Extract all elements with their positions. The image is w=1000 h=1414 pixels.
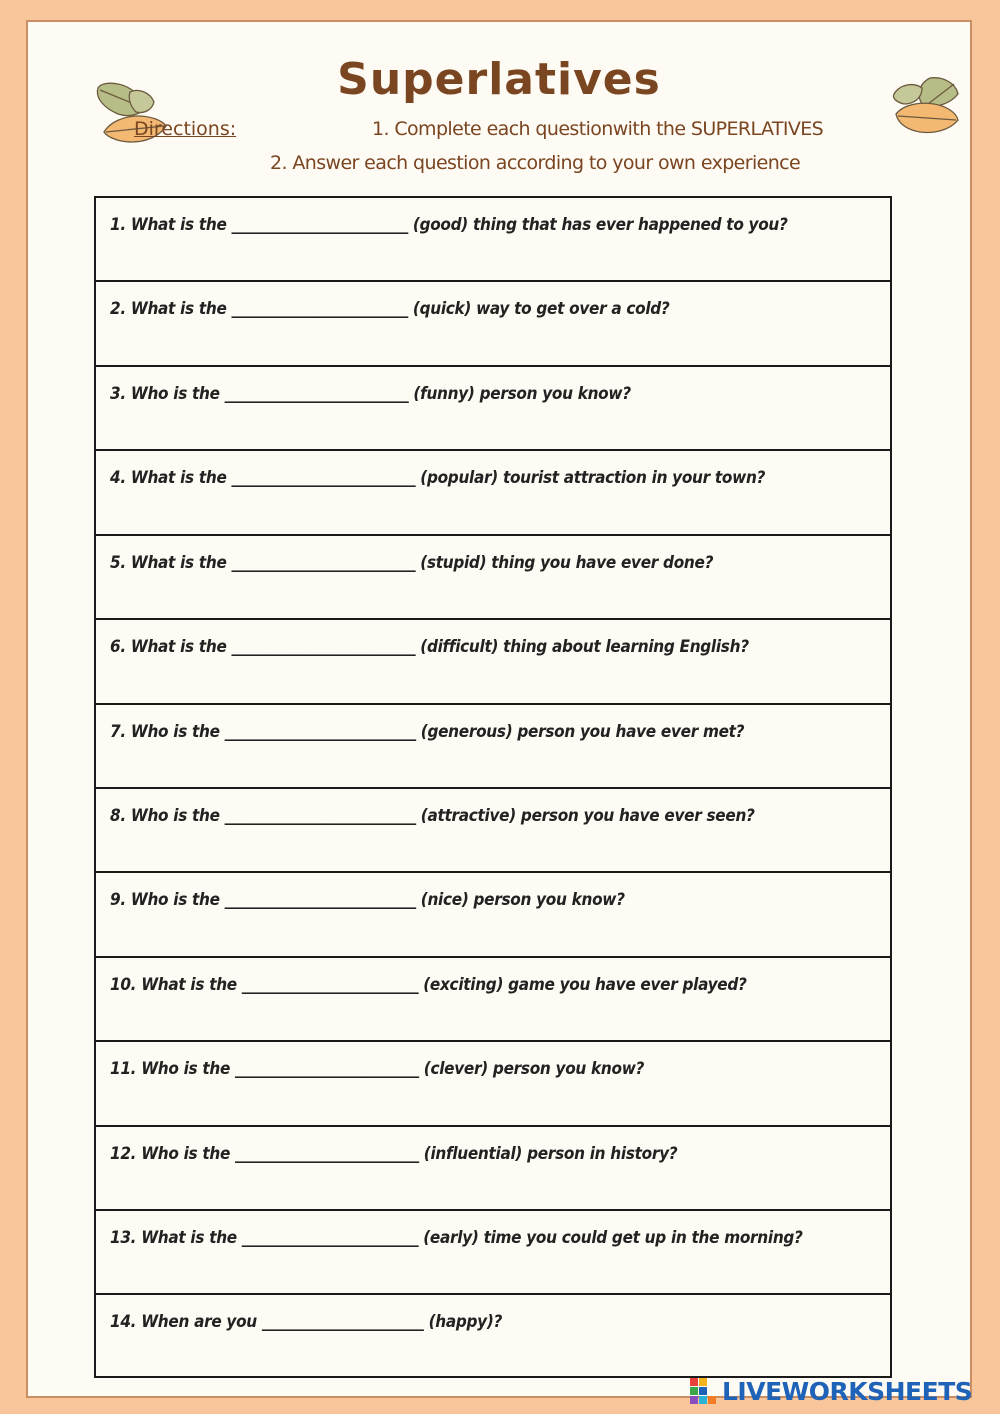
answer-blank[interactable]: ________________________ xyxy=(231,299,408,320)
question-prefix: 10. What is the xyxy=(110,974,237,995)
question-row[interactable] xyxy=(96,198,890,282)
question-row[interactable] xyxy=(96,451,890,535)
question-text xyxy=(110,1228,803,1248)
question-suffix: (difficult) thing about learning English? xyxy=(420,637,749,658)
question-suffix: (attractive) person you have ever seen? xyxy=(420,805,755,826)
liveworksheets-logo[interactable] xyxy=(690,1378,972,1404)
directions-label: Directions: xyxy=(134,118,237,140)
question-suffix: (stupid) thing you have ever done? xyxy=(420,552,714,573)
question-row[interactable] xyxy=(96,282,890,366)
question-suffix: (happy)? xyxy=(428,1312,503,1333)
question-prefix: 4. What is the xyxy=(110,468,227,489)
answer-blank[interactable]: _________________________ xyxy=(231,637,416,658)
question-text xyxy=(110,1312,502,1332)
question-suffix: (early) time you could get up in the morning? xyxy=(423,1228,803,1249)
instruction-2: 2. Answer each question according to your own experience xyxy=(270,152,801,174)
question-suffix: (clever) person you know? xyxy=(423,1059,645,1080)
questions-table xyxy=(94,196,892,1378)
question-text xyxy=(110,806,755,826)
question-prefix: 13. What is the xyxy=(110,1228,237,1249)
question-row[interactable] xyxy=(96,873,890,957)
question-text xyxy=(110,299,670,319)
question-text xyxy=(110,890,625,910)
answer-blank[interactable]: _________________________ xyxy=(231,468,416,489)
question-text xyxy=(110,1059,644,1079)
question-prefix: 1. What is the xyxy=(110,215,227,235)
question-suffix: (generous) person you have ever met? xyxy=(420,721,745,742)
question-row[interactable] xyxy=(96,705,890,789)
answer-blank[interactable]: _________________________ xyxy=(231,552,416,573)
question-prefix: 12. Who is the xyxy=(110,1143,231,1164)
question-prefix: 6. What is the xyxy=(110,637,227,658)
question-prefix: 2. What is the xyxy=(110,299,227,320)
question-prefix: 7. Who is the xyxy=(110,721,220,742)
answer-blank[interactable]: _________________________ xyxy=(235,1143,419,1164)
question-prefix: 5. What is the xyxy=(110,552,227,573)
question-prefix: 9. Who is the xyxy=(110,890,220,911)
question-prefix: 3. Who is the xyxy=(110,383,220,404)
question-suffix: (funny) person you know? xyxy=(413,383,631,404)
question-row[interactable] xyxy=(96,1295,890,1379)
question-row[interactable] xyxy=(96,1042,890,1126)
question-text xyxy=(110,384,631,404)
question-suffix: (nice) person you know? xyxy=(420,890,625,911)
question-suffix: (quick) way to get over a cold? xyxy=(412,299,670,320)
question-suffix: (influential) person in history? xyxy=(423,1143,678,1164)
answer-blank[interactable]: ________________________ xyxy=(241,1228,419,1249)
question-text xyxy=(110,722,744,742)
question-row[interactable] xyxy=(96,620,890,704)
question-row[interactable] xyxy=(96,789,890,873)
question-prefix: 8. Who is the xyxy=(110,805,220,826)
question-row[interactable] xyxy=(96,1127,890,1211)
question-suffix: (popular) tourist attraction in your town? xyxy=(420,468,766,489)
answer-blank[interactable]: _________________________ xyxy=(235,1059,419,1080)
question-text xyxy=(110,215,788,235)
logo-cube-icon xyxy=(690,1378,718,1404)
question-text xyxy=(110,975,747,995)
question-text xyxy=(110,468,765,488)
answer-blank[interactable]: __________________________ xyxy=(224,805,416,826)
logo-text: LIVEWORKSHEETS xyxy=(722,1376,973,1406)
question-prefix: 11. Who is the xyxy=(110,1059,231,1080)
answer-blank[interactable]: __________________________ xyxy=(224,890,416,911)
answer-blank[interactable]: ________________________ xyxy=(231,215,408,235)
question-text xyxy=(110,1144,677,1164)
question-prefix: 14. When are you xyxy=(110,1312,257,1333)
question-row[interactable] xyxy=(96,536,890,620)
question-row[interactable] xyxy=(96,1211,890,1295)
answer-blank[interactable]: ________________________ xyxy=(241,974,419,995)
answer-blank[interactable]: ______________________ xyxy=(261,1312,424,1333)
answer-blank[interactable]: __________________________ xyxy=(224,721,416,742)
instruction-1: 1. Complete each questionwith the SUPERLATIVES xyxy=(372,118,824,140)
answer-blank[interactable]: _________________________ xyxy=(224,383,409,404)
question-text xyxy=(110,637,749,657)
question-row[interactable] xyxy=(96,367,890,451)
question-suffix: (exciting) game you have ever played? xyxy=(423,974,747,995)
page-title: Superlatives xyxy=(337,54,661,105)
question-text xyxy=(110,553,713,573)
question-suffix: (good) thing that has ever happened to you? xyxy=(412,215,788,235)
question-row[interactable] xyxy=(96,958,890,1042)
